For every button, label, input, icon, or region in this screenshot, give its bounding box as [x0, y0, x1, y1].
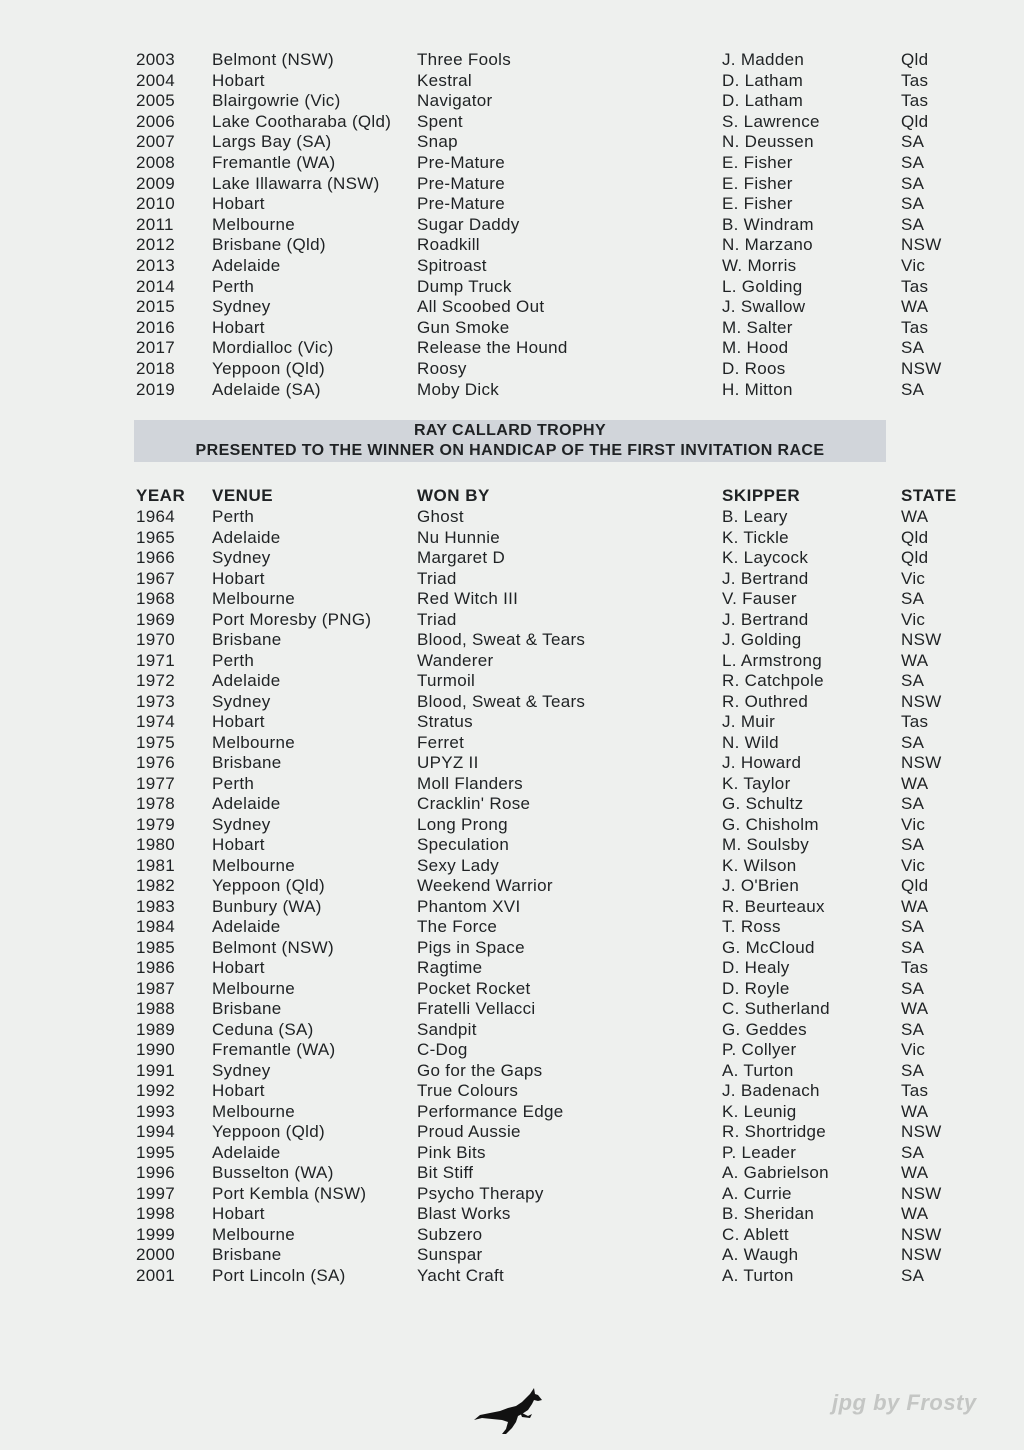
cell-won-by: UPYZ II — [417, 753, 479, 772]
cell-won-by: Sugar Daddy — [417, 214, 520, 234]
cell-skipper: S. Lawrence — [722, 111, 820, 131]
cell-venue: Adelaide — [212, 671, 281, 690]
cell-skipper: D. Royle — [722, 978, 790, 998]
cell-won-by: Wanderer — [417, 650, 494, 670]
cell-state: Tas — [901, 91, 929, 111]
cell-state: WA — [901, 1204, 929, 1223]
cell-state: WA — [901, 507, 929, 526]
cell-won-by: Ferret — [417, 732, 465, 752]
cell-state: Vic — [901, 855, 926, 875]
cell-won-by: Pre-Mature — [417, 153, 506, 172]
cell-state: NSW — [901, 359, 942, 378]
cell-skipper: E. Fisher — [722, 194, 793, 214]
cell-skipper: B. Leary — [722, 507, 788, 526]
cell-won-by: Snap — [417, 132, 458, 152]
cell-won-by: Roadkill — [417, 235, 480, 255]
cell-year: 1993 — [136, 1101, 176, 1121]
cell-won-by: Subzero — [417, 1224, 483, 1244]
cell-skipper: H. Mitton — [722, 379, 793, 399]
cell-skipper: V. Fauser — [722, 589, 797, 608]
cell-venue: Yeppoon (Qld) — [212, 1122, 325, 1141]
cell-state: NSW — [901, 1122, 942, 1141]
cell-state: SA — [901, 589, 925, 608]
cell-skipper: J. O'Brien — [722, 876, 800, 895]
cell-state: SA — [901, 794, 925, 813]
cell-year: 2016 — [136, 317, 176, 337]
cell-won-by: Triad — [417, 609, 457, 629]
cell-state: SA — [901, 132, 925, 152]
cell-year: 2018 — [136, 359, 176, 378]
cell-state: WA — [901, 1101, 929, 1121]
header-year: YEAR — [136, 486, 186, 505]
cell-won-by: Spent — [417, 111, 463, 131]
cell-venue: Brisbane — [212, 1245, 282, 1264]
cell-year: 1965 — [136, 527, 176, 547]
cell-venue: Hobart — [212, 1204, 265, 1223]
cell-won-by: Phantom XVI — [417, 896, 521, 916]
cell-skipper: N. Wild — [722, 732, 779, 752]
cell-skipper: J. Bertrand — [722, 609, 809, 629]
cell-year: 2007 — [136, 132, 176, 152]
cell-year: 1988 — [136, 999, 176, 1018]
cell-skipper: N. Deussen — [722, 132, 814, 152]
cell-won-by: The Force — [417, 917, 498, 936]
cell-year: 2004 — [136, 70, 176, 90]
cell-year: 1976 — [136, 753, 176, 772]
cell-year: 2012 — [136, 235, 176, 255]
cell-year: 2019 — [136, 379, 176, 399]
cell-skipper: K. Laycock — [722, 548, 809, 567]
cell-state: NSW — [901, 691, 942, 711]
cell-won-by: Moby Dick — [417, 379, 500, 399]
cell-state: Vic — [901, 256, 926, 275]
cell-year: 1967 — [136, 568, 176, 588]
cell-skipper: B. Windram — [722, 214, 814, 234]
cell-won-by: Pocket Rocket — [417, 978, 531, 998]
cell-skipper: G. Schultz — [722, 794, 804, 813]
cell-state: SA — [901, 835, 925, 854]
cell-skipper: R. Catchpole — [722, 671, 824, 690]
cell-won-by: Yacht Craft — [417, 1265, 505, 1285]
cell-venue: Hobart — [212, 958, 265, 977]
cell-skipper: B. Sheridan — [722, 1204, 815, 1223]
cell-venue: Melbourne — [212, 732, 296, 752]
cell-state: SA — [901, 1060, 925, 1080]
cell-venue: Sydney — [212, 814, 271, 834]
cell-skipper: K. Tickle — [722, 527, 789, 547]
cell-state: Tas — [901, 276, 929, 296]
cell-skipper: M. Soulsby — [722, 835, 810, 854]
cell-venue: Sydney — [212, 548, 271, 567]
cell-skipper: R. Outhred — [722, 691, 809, 711]
cell-skipper: K. Wilson — [722, 855, 797, 875]
cell-state: SA — [901, 338, 925, 358]
cell-year: 1970 — [136, 630, 176, 649]
cell-skipper: A. Gabrielson — [722, 1163, 829, 1182]
cell-year: 2003 — [136, 50, 176, 69]
cell-state: Tas — [901, 70, 929, 90]
cell-venue: Hobart — [212, 194, 265, 214]
cell-skipper: D. Roos — [722, 359, 786, 378]
cell-won-by: Fratelli Vellacci — [417, 999, 536, 1018]
cell-state: SA — [901, 379, 925, 399]
cell-year: 2011 — [136, 214, 174, 234]
cell-year: 1996 — [136, 1163, 176, 1182]
cell-year: 2017 — [136, 338, 176, 358]
cell-skipper: T. Ross — [722, 917, 781, 936]
cell-venue: Melbourne — [212, 978, 296, 998]
cell-skipper: R. Beurteaux — [722, 896, 825, 916]
cell-state: Tas — [901, 317, 929, 337]
cell-venue: Hobart — [212, 712, 265, 731]
cell-state: SA — [901, 978, 925, 998]
cell-state: SA — [901, 732, 925, 752]
cell-skipper: D. Healy — [722, 958, 790, 977]
cell-venue: Melbourne — [212, 1224, 296, 1244]
cell-venue: Melbourne — [212, 589, 296, 608]
cell-state: SA — [901, 1265, 925, 1285]
cell-skipper: N. Marzano — [722, 235, 813, 255]
cell-venue: Busselton (WA) — [212, 1163, 334, 1182]
cell-skipper: M. Hood — [722, 338, 789, 358]
cell-venue: Sydney — [212, 691, 271, 711]
cell-won-by: Pink Bits — [417, 1142, 486, 1162]
cell-venue: Lake Illawarra (NSW) — [212, 173, 380, 193]
cell-state: SA — [901, 173, 925, 193]
cell-year: 1980 — [136, 835, 176, 854]
cell-year: 1966 — [136, 548, 176, 567]
cell-venue: Perth — [212, 650, 255, 670]
cell-won-by: Kestral — [417, 70, 473, 90]
cell-skipper: A. Currie — [722, 1183, 792, 1203]
cell-state: WA — [901, 297, 929, 317]
cell-year: 1978 — [136, 794, 176, 813]
kangaroo-icon — [472, 1386, 552, 1438]
cell-state: NSW — [901, 1183, 942, 1203]
cell-skipper: W. Morris — [722, 256, 797, 275]
header-skipper: SKIPPER — [722, 486, 801, 505]
cell-year: 1986 — [136, 958, 176, 977]
cell-skipper: D. Latham — [722, 91, 804, 111]
cell-won-by: Go for the Gaps — [417, 1060, 543, 1080]
cell-year: 2006 — [136, 111, 176, 131]
cell-venue: Port Lincoln (SA) — [212, 1265, 346, 1285]
cell-won-by: Nu Hunnie — [417, 527, 501, 547]
cell-year: 1991 — [136, 1060, 176, 1080]
cell-venue: Perth — [212, 507, 255, 526]
cell-venue: Lake Cootharaba (Qld) — [212, 111, 392, 131]
cell-year: 1989 — [136, 1019, 176, 1039]
cell-venue: Adelaide — [212, 1142, 281, 1162]
cell-skipper: J. Howard — [722, 753, 802, 772]
cell-venue: Brisbane — [212, 753, 282, 772]
header-venue: VENUE — [212, 486, 274, 505]
cell-state: SA — [901, 153, 925, 172]
cell-year: 2015 — [136, 297, 176, 317]
cell-venue: Yeppoon (Qld) — [212, 359, 325, 378]
cell-won-by: C-Dog — [417, 1040, 468, 1059]
cell-venue: Largs Bay (SA) — [212, 132, 332, 152]
cell-won-by: Weekend Warrior — [417, 876, 553, 895]
cell-venue: Adelaide — [212, 794, 281, 813]
cell-won-by: Bit Stiff — [417, 1163, 474, 1182]
cell-won-by: Red Witch III — [417, 589, 519, 608]
header-won-by: WON BY — [417, 486, 490, 505]
cell-state: SA — [901, 937, 925, 957]
cell-year: 1997 — [136, 1183, 176, 1203]
cell-state: Vic — [901, 1040, 926, 1059]
cell-won-by: Spitroast — [417, 256, 487, 275]
cell-state: NSW — [901, 1245, 942, 1264]
cell-venue: Brisbane — [212, 999, 282, 1018]
cell-won-by: Blood, Sweat & Tears — [417, 691, 586, 711]
cell-state: NSW — [901, 630, 942, 649]
cell-state: WA — [901, 773, 929, 793]
cell-venue: Hobart — [212, 835, 265, 854]
cell-year: 2013 — [136, 256, 176, 275]
cell-won-by: Turmoil — [417, 671, 476, 690]
cell-venue: Port Kembla (NSW) — [212, 1183, 367, 1203]
cell-won-by: Pre-Mature — [417, 194, 506, 214]
cell-won-by: Cracklin' Rose — [417, 794, 531, 813]
cell-skipper: A. Waugh — [722, 1245, 799, 1264]
cell-state: SA — [901, 1142, 925, 1162]
cell-state: Qld — [901, 111, 929, 131]
cell-won-by: Psycho Therapy — [417, 1183, 544, 1203]
cell-venue: Melbourne — [212, 1101, 296, 1121]
cell-venue: Brisbane (Qld) — [212, 235, 326, 255]
cell-won-by: Long Prong — [417, 814, 508, 834]
cell-venue: Bunbury (WA) — [212, 896, 322, 916]
cell-skipper: G. McCloud — [722, 937, 815, 957]
cell-venue: Melbourne — [212, 214, 296, 234]
cell-skipper: J. Badenach — [722, 1081, 820, 1100]
cell-won-by: Speculation — [417, 835, 510, 854]
cell-state: SA — [901, 214, 925, 234]
cell-won-by: Proud Aussie — [417, 1122, 521, 1141]
cell-state: SA — [901, 1019, 925, 1039]
cell-year: 1992 — [136, 1081, 176, 1100]
cell-year: 2008 — [136, 153, 176, 172]
cell-skipper: L. Golding — [722, 276, 803, 296]
cell-won-by: Sandpit — [417, 1019, 477, 1039]
cell-year: 2009 — [136, 173, 176, 193]
cell-year: 2000 — [136, 1245, 176, 1264]
cell-year: 1974 — [136, 712, 176, 731]
cell-venue: Mordialloc (Vic) — [212, 338, 334, 358]
cell-year: 1983 — [136, 896, 176, 916]
cell-won-by: Performance Edge — [417, 1101, 564, 1121]
cell-state: SA — [901, 917, 925, 936]
cell-venue: Brisbane — [212, 630, 282, 649]
cell-skipper: J. Madden — [722, 50, 805, 69]
cell-year: 1981 — [136, 855, 176, 875]
cell-state: Qld — [901, 50, 929, 69]
cell-skipper: P. Leader — [722, 1142, 797, 1162]
cell-year: 1994 — [136, 1122, 176, 1141]
header-state: STATE — [901, 486, 957, 505]
cell-skipper: A. Turton — [722, 1265, 794, 1285]
cell-venue: Adelaide — [212, 527, 281, 547]
cell-state: Tas — [901, 958, 929, 977]
cell-year: 1972 — [136, 671, 176, 690]
cell-skipper: C. Sutherland — [722, 999, 830, 1018]
cell-venue: Sydney — [212, 297, 271, 317]
cell-state: SA — [901, 194, 925, 214]
cell-state: Vic — [901, 814, 926, 834]
cell-year: 1995 — [136, 1142, 176, 1162]
cell-year: 1987 — [136, 978, 176, 998]
cell-state: Tas — [901, 712, 929, 731]
cell-venue: Perth — [212, 276, 255, 296]
trophy-banner — [134, 420, 886, 462]
cell-year: 1998 — [136, 1204, 176, 1223]
cell-won-by: Pre-Mature — [417, 173, 506, 193]
cell-venue: Adelaide — [212, 256, 281, 275]
cell-won-by: Margaret D — [417, 548, 506, 567]
cell-year: 1984 — [136, 917, 176, 936]
cell-state: WA — [901, 1163, 929, 1182]
cell-venue: Adelaide (SA) — [212, 379, 321, 399]
cell-won-by: All Scoobed Out — [417, 297, 545, 317]
cell-state: Vic — [901, 609, 926, 629]
cell-won-by: Pigs in Space — [417, 937, 525, 957]
cell-skipper: G. Chisholm — [722, 814, 819, 834]
cell-year: 1975 — [136, 732, 176, 752]
cell-skipper: J. Swallow — [722, 297, 806, 317]
cell-year: 1985 — [136, 937, 176, 957]
cell-venue: Fremantle (WA) — [212, 153, 336, 172]
cell-state: NSW — [901, 1224, 942, 1244]
cell-skipper: C. Ablett — [722, 1224, 789, 1244]
cell-venue: Blairgowrie (Vic) — [212, 91, 341, 111]
cell-venue: Yeppoon (Qld) — [212, 876, 325, 895]
cell-skipper: E. Fisher — [722, 173, 793, 193]
cell-won-by: True Colours — [417, 1081, 519, 1100]
cell-skipper: K. Leunig — [722, 1101, 797, 1121]
cell-won-by: Sexy Lady — [417, 855, 500, 875]
cell-state: Qld — [901, 527, 929, 547]
cell-year: 2014 — [136, 276, 176, 296]
cell-skipper: J. Muir — [722, 712, 776, 731]
cell-state: WA — [901, 999, 929, 1018]
cell-won-by: Blood, Sweat & Tears — [417, 630, 586, 649]
cell-venue: Hobart — [212, 70, 265, 90]
trophy-subtitle: PRESENTED TO THE WINNER ON HANDICAP OF THE FIRST INVITATION RACE — [195, 442, 825, 459]
cell-won-by: Triad — [417, 568, 457, 588]
cell-won-by: Gun Smoke — [417, 317, 510, 337]
cell-state: Tas — [901, 1081, 929, 1100]
cell-venue: Hobart — [212, 317, 265, 337]
cell-skipper: K. Taylor — [722, 773, 791, 793]
cell-year: 1968 — [136, 589, 176, 608]
cell-skipper: J. Golding — [722, 630, 802, 649]
cell-state: WA — [901, 896, 929, 916]
cell-year: 2001 — [136, 1265, 176, 1285]
cell-venue: Perth — [212, 773, 255, 793]
cell-won-by: Blast Works — [417, 1204, 511, 1223]
cell-skipper: G. Geddes — [722, 1019, 807, 1039]
cell-state: Vic — [901, 568, 926, 588]
cell-year: 1979 — [136, 814, 176, 834]
cell-won-by: Stratus — [417, 712, 473, 731]
cell-skipper: D. Latham — [722, 70, 804, 90]
cell-state: Qld — [901, 876, 929, 895]
cell-won-by: Roosy — [417, 359, 467, 378]
cell-skipper: R. Shortridge — [722, 1122, 827, 1141]
cell-venue: Sydney — [212, 1060, 271, 1080]
cell-venue: Melbourne — [212, 855, 296, 875]
cell-year: 1999 — [136, 1224, 176, 1244]
cell-won-by: Navigator — [417, 91, 493, 111]
cell-venue: Fremantle (WA) — [212, 1040, 336, 1059]
cell-venue: Ceduna (SA) — [212, 1019, 314, 1039]
cell-skipper: A. Turton — [722, 1060, 794, 1080]
cell-venue: Adelaide — [212, 917, 281, 936]
cell-year: 1971 — [136, 650, 176, 670]
cell-year: 1977 — [136, 773, 176, 793]
cell-year: 1964 — [136, 507, 176, 526]
cell-venue: Port Moresby (PNG) — [212, 609, 372, 629]
cell-skipper: M. Salter — [722, 317, 793, 337]
cell-year: 1990 — [136, 1040, 176, 1059]
cell-state: Qld — [901, 548, 929, 567]
cell-venue: Belmont (NSW) — [212, 50, 334, 69]
cell-year: 2010 — [136, 194, 176, 214]
cell-state: NSW — [901, 753, 942, 772]
cell-venue: Hobart — [212, 1081, 265, 1100]
cell-won-by: Dump Truck — [417, 276, 512, 296]
cell-won-by: Three Fools — [417, 50, 512, 69]
cell-won-by: Ghost — [417, 507, 464, 526]
cell-venue: Hobart — [212, 568, 265, 588]
cell-venue: Belmont (NSW) — [212, 937, 334, 957]
photo-credit: jpg by Frosty — [832, 1390, 977, 1415]
cell-skipper: E. Fisher — [722, 153, 793, 172]
cell-skipper: L. Armstrong — [722, 650, 822, 670]
cell-won-by: Sunspar — [417, 1245, 483, 1264]
cell-skipper: P. Collyer — [722, 1040, 797, 1059]
cell-state: WA — [901, 650, 929, 670]
cell-year: 1969 — [136, 609, 176, 629]
cell-year: 2005 — [136, 91, 176, 111]
cell-year: 1982 — [136, 876, 176, 895]
trophy-title: RAY CALLARD TROPHY — [413, 422, 607, 439]
cell-won-by: Moll Flanders — [417, 773, 523, 793]
cell-state: NSW — [901, 235, 942, 255]
cell-won-by: Ragtime — [417, 958, 483, 977]
cell-won-by: Release the Hound — [417, 338, 568, 358]
cell-skipper: J. Bertrand — [722, 568, 809, 588]
cell-year: 1973 — [136, 691, 176, 711]
cell-state: SA — [901, 671, 925, 690]
